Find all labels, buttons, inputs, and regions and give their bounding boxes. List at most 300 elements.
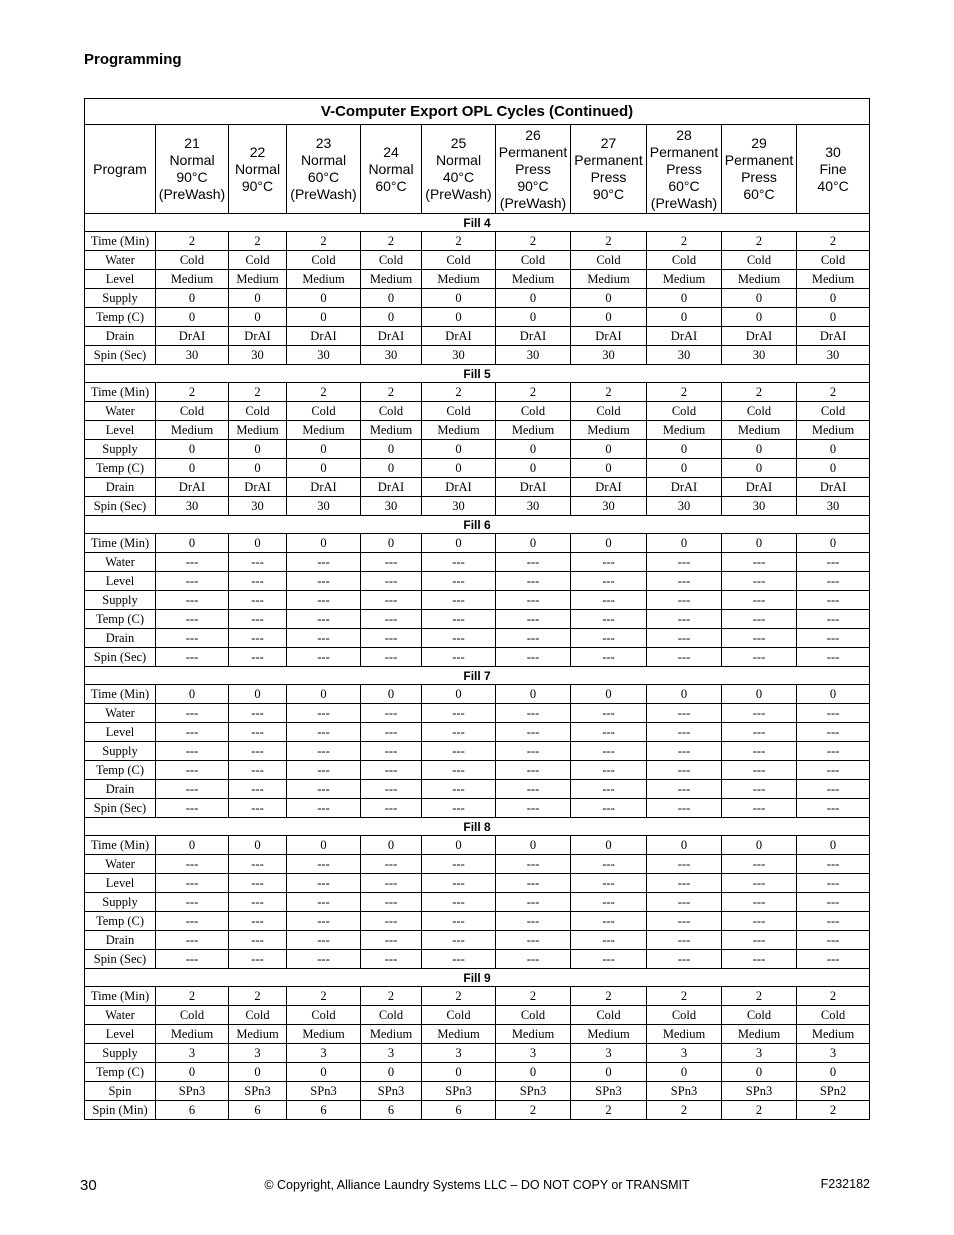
table-cell: ---: [722, 704, 797, 723]
table-cell: ---: [287, 931, 361, 950]
table-cell: 0: [647, 459, 722, 478]
table-cell: Cold: [496, 1006, 571, 1025]
table-cell: 2: [797, 383, 870, 402]
program-header-line: 26: [525, 126, 541, 143]
table-cell: ---: [156, 723, 229, 742]
table-cell: ---: [647, 874, 722, 893]
table-cell: 0: [647, 289, 722, 308]
table-cell: ---: [571, 799, 647, 818]
row-label: Level: [85, 723, 156, 742]
table-cell: 2: [496, 987, 571, 1006]
row-label: Spin (Sec): [85, 950, 156, 969]
page-number: 30: [80, 1177, 97, 1194]
fill-group-row: [85, 214, 870, 232]
table-cell: ---: [571, 704, 647, 723]
program-header-line: Normal: [169, 152, 215, 168]
table-cell: ---: [496, 780, 571, 799]
table-cell: DrAI: [797, 478, 870, 497]
table-cell: DrAI: [422, 478, 496, 497]
table-cell: ---: [722, 648, 797, 667]
table-cell: Medium: [797, 421, 870, 440]
row-label: Temp (C): [85, 610, 156, 629]
table-cell: ---: [229, 704, 287, 723]
table-cell: ---: [496, 950, 571, 969]
table-cell: 2: [422, 232, 496, 251]
fill-group-row: [85, 818, 870, 836]
program-header-line: (PreWash): [158, 186, 226, 202]
table-cell: ---: [229, 893, 287, 912]
table-cell: ---: [361, 893, 422, 912]
table-cell: ---: [797, 610, 870, 629]
fill-group-label: Fill 4: [85, 214, 870, 232]
table-row: [85, 629, 870, 648]
table-cell: 3: [571, 1044, 647, 1063]
table-cell: ---: [229, 742, 287, 761]
fill-group-label: Fill 8: [85, 818, 870, 836]
table-cell: ---: [496, 648, 571, 667]
fill-group-label: Fill 5: [85, 365, 870, 383]
table-cell: ---: [797, 761, 870, 780]
table-cell: 6: [229, 1101, 287, 1120]
table-cell: ---: [722, 572, 797, 591]
table-cell: Medium: [287, 1025, 361, 1044]
table-cell: DrAI: [422, 327, 496, 346]
table-cell: 0: [647, 836, 722, 855]
table-cell: ---: [229, 950, 287, 969]
table-cell: ---: [571, 610, 647, 629]
table-row: [85, 1063, 870, 1082]
table-cell: 30: [422, 346, 496, 365]
table-cell: 2: [797, 232, 870, 251]
table-cell: 0: [496, 1063, 571, 1082]
table-row: [85, 1006, 870, 1025]
program-column-header: [496, 125, 571, 214]
table-cell: ---: [722, 723, 797, 742]
table-cell: 0: [797, 440, 870, 459]
table-cell: 30: [797, 497, 870, 516]
table-row: [85, 799, 870, 818]
table-cell: 0: [722, 308, 797, 327]
opl-cycles-table: [84, 98, 870, 1120]
table-cell: ---: [496, 799, 571, 818]
table-cell: ---: [496, 553, 571, 572]
table-row: [85, 497, 870, 516]
table-cell: 2: [496, 1101, 571, 1120]
table-cell: 0: [722, 534, 797, 553]
table-cell: 0: [156, 836, 229, 855]
table-cell: SPn3: [229, 1082, 287, 1101]
table-cell: 3: [156, 1044, 229, 1063]
table-cell: ---: [287, 629, 361, 648]
table-cell: DrAI: [287, 327, 361, 346]
table-cell: Medium: [571, 270, 647, 289]
table-cell: ---: [287, 648, 361, 667]
table-cell: ---: [156, 761, 229, 780]
table-cell: DrAI: [361, 478, 422, 497]
table-cell: SPn3: [496, 1082, 571, 1101]
fill-group-row: [85, 667, 870, 685]
table-cell: 2: [722, 383, 797, 402]
table-cell: 0: [156, 459, 229, 478]
table-cell: 2: [647, 987, 722, 1006]
table-row: [85, 270, 870, 289]
table-cell: 2: [571, 383, 647, 402]
table-cell: Medium: [571, 421, 647, 440]
table-cell: Cold: [422, 1006, 496, 1025]
table-cell: DrAI: [722, 327, 797, 346]
table-cell: DrAI: [647, 327, 722, 346]
table-cell: ---: [496, 874, 571, 893]
table-cell: Medium: [722, 421, 797, 440]
program-header-line: 90°C: [517, 177, 549, 194]
table-cell: ---: [361, 610, 422, 629]
table-cell: Medium: [361, 1025, 422, 1044]
program-header-line: Permanent: [724, 152, 794, 168]
program-column-header: [229, 125, 287, 214]
row-label: Spin (Sec): [85, 799, 156, 818]
row-label: Spin: [85, 1082, 156, 1101]
table-cell: ---: [229, 629, 287, 648]
table-cell: 2: [229, 383, 287, 402]
table-cell: ---: [361, 742, 422, 761]
table-cell: ---: [229, 610, 287, 629]
table-cell: ---: [797, 874, 870, 893]
table-cell: SPn3: [361, 1082, 422, 1101]
table-cell: 2: [571, 1101, 647, 1120]
table-cell: 30: [156, 346, 229, 365]
table-row: [85, 836, 870, 855]
table-row: [85, 648, 870, 667]
table-cell: 6: [287, 1101, 361, 1120]
table-cell: 0: [571, 308, 647, 327]
table-row: [85, 704, 870, 723]
table-cell: ---: [287, 723, 361, 742]
table-cell: 2: [361, 232, 422, 251]
program-header-line: 60°C: [743, 186, 775, 202]
row-label: Drain: [85, 478, 156, 497]
table-cell: 0: [361, 459, 422, 478]
table-cell: ---: [571, 912, 647, 931]
program-header-line: Normal: [368, 160, 414, 177]
table-row: [85, 1101, 870, 1120]
table-cell: 0: [287, 459, 361, 478]
table-cell: ---: [229, 931, 287, 950]
table-cell: DrAI: [156, 327, 229, 346]
table-cell: 3: [722, 1044, 797, 1063]
table-cell: 0: [156, 685, 229, 704]
program-column-header: [722, 125, 797, 214]
table-cell: ---: [647, 780, 722, 799]
table-cell: 0: [647, 1063, 722, 1082]
table-cell: ---: [797, 648, 870, 667]
table-cell: ---: [647, 761, 722, 780]
table-cell: SPn3: [156, 1082, 229, 1101]
table-cell: ---: [722, 591, 797, 610]
table-row: [85, 232, 870, 251]
table-title: V-Computer Export OPL Cycles (Continued): [85, 99, 870, 125]
table-cell: 0: [496, 685, 571, 704]
table-row: [85, 308, 870, 327]
table-cell: 2: [647, 232, 722, 251]
table-cell: ---: [647, 704, 722, 723]
table-cell: 0: [422, 836, 496, 855]
table-cell: 0: [229, 289, 287, 308]
table-cell: DrAI: [571, 327, 647, 346]
program-header-line: Permanent: [574, 152, 643, 168]
table-cell: 30: [361, 497, 422, 516]
table-row: [85, 1082, 870, 1101]
row-label: Drain: [85, 780, 156, 799]
table-cell: ---: [571, 648, 647, 667]
table-cell: ---: [797, 704, 870, 723]
table-cell: ---: [361, 723, 422, 742]
table-cell: Medium: [287, 421, 361, 440]
table-cell: 0: [797, 459, 870, 478]
table-cell: 0: [722, 685, 797, 704]
table-cell: ---: [647, 629, 722, 648]
table-cell: ---: [647, 723, 722, 742]
program-header-line: Press: [590, 169, 627, 185]
program-header-line: 90°C: [592, 186, 625, 202]
table-cell: ---: [571, 553, 647, 572]
table-cell: 30: [571, 497, 647, 516]
table-cell: 2: [422, 383, 496, 402]
table-cell: Medium: [722, 1025, 797, 1044]
table-cell: ---: [571, 761, 647, 780]
table-cell: ---: [287, 704, 361, 723]
table-cell: ---: [797, 553, 870, 572]
table-cell: Medium: [647, 270, 722, 289]
table-cell: ---: [647, 591, 722, 610]
row-label: Supply: [85, 742, 156, 761]
row-label: Water: [85, 553, 156, 572]
table-cell: ---: [361, 855, 422, 874]
table-cell: 2: [722, 987, 797, 1006]
table-cell: 0: [422, 534, 496, 553]
table-cell: ---: [156, 780, 229, 799]
table-cell: ---: [229, 761, 287, 780]
row-label: Spin (Min): [85, 1101, 156, 1120]
table-row: [85, 478, 870, 497]
row-label: Drain: [85, 931, 156, 950]
row-label: Time (Min): [85, 232, 156, 251]
table-cell: ---: [361, 761, 422, 780]
table-cell: Medium: [422, 1025, 496, 1044]
table-cell: ---: [361, 950, 422, 969]
table-cell: SPn3: [571, 1082, 647, 1101]
table-cell: ---: [722, 912, 797, 931]
table-cell: 2: [229, 987, 287, 1006]
table-cell: 0: [156, 289, 229, 308]
table-cell: ---: [229, 874, 287, 893]
program-header-line: 60°C: [668, 177, 700, 194]
program-header-line: (PreWash): [425, 186, 492, 202]
row-label: Level: [85, 572, 156, 591]
table-cell: Medium: [422, 421, 496, 440]
table-cell: 0: [571, 836, 647, 855]
table-cell: 0: [496, 534, 571, 553]
table-cell: ---: [229, 553, 287, 572]
table-cell: SPn3: [287, 1082, 361, 1101]
table-cell: ---: [496, 931, 571, 950]
table-cell: 3: [229, 1044, 287, 1063]
fill-group-label: Fill 6: [85, 516, 870, 534]
table-cell: ---: [287, 855, 361, 874]
table-cell: ---: [287, 742, 361, 761]
table-cell: ---: [422, 648, 496, 667]
table-cell: ---: [722, 610, 797, 629]
table-cell: ---: [797, 931, 870, 950]
table-cell: 30: [571, 346, 647, 365]
table-cell: Cold: [287, 251, 361, 270]
table-cell: 0: [229, 1063, 287, 1082]
table-cell: ---: [797, 742, 870, 761]
table-cell: 0: [287, 534, 361, 553]
table-cell: ---: [156, 912, 229, 931]
table-cell: 2: [156, 383, 229, 402]
program-header-line: 28: [676, 126, 692, 143]
table-cell: ---: [722, 855, 797, 874]
table-row: [85, 685, 870, 704]
program-header-line: 60°C: [307, 169, 340, 185]
row-label: Temp (C): [85, 1063, 156, 1082]
table-cell: 30: [156, 497, 229, 516]
row-label: Water: [85, 402, 156, 421]
table-cell: Cold: [647, 251, 722, 270]
program-column-header: [797, 125, 870, 214]
program-column-header: [422, 125, 496, 214]
table-cell: ---: [287, 591, 361, 610]
table-cell: Cold: [361, 402, 422, 421]
table-cell: ---: [156, 742, 229, 761]
program-header-line: Normal: [435, 152, 482, 168]
table-cell: 0: [722, 289, 797, 308]
table-cell: 0: [722, 440, 797, 459]
program-header-line: Press: [515, 160, 551, 177]
table-cell: 2: [797, 1101, 870, 1120]
row-label: Spin (Sec): [85, 497, 156, 516]
table-cell: SPn3: [722, 1082, 797, 1101]
table-cell: ---: [422, 780, 496, 799]
row-label: Supply: [85, 1044, 156, 1063]
table-cell: ---: [797, 912, 870, 931]
table-cell: 0: [422, 459, 496, 478]
table-cell: ---: [156, 874, 229, 893]
table-row: [85, 742, 870, 761]
table-cell: 30: [722, 346, 797, 365]
table-cell: ---: [287, 780, 361, 799]
table-cell: ---: [287, 799, 361, 818]
table-cell: 30: [287, 346, 361, 365]
table-cell: ---: [647, 610, 722, 629]
table-cell: ---: [361, 780, 422, 799]
document-code: F232182: [820, 1177, 870, 1191]
program-header-line: Press: [741, 169, 777, 185]
table-cell: Medium: [361, 270, 422, 289]
table-cell: 2: [361, 383, 422, 402]
table-row: [85, 912, 870, 931]
table-row: [85, 572, 870, 591]
table-cell: 2: [287, 383, 361, 402]
table-cell: ---: [797, 893, 870, 912]
table-cell: ---: [496, 610, 571, 629]
table-cell: Cold: [229, 251, 287, 270]
table-cell: 0: [361, 685, 422, 704]
table-cell: 0: [647, 308, 722, 327]
table-cell: ---: [156, 950, 229, 969]
table-cell: ---: [361, 572, 422, 591]
table-row: [85, 610, 870, 629]
table-cell: ---: [156, 931, 229, 950]
table-cell: ---: [422, 761, 496, 780]
table-cell: 0: [496, 308, 571, 327]
row-label: Water: [85, 1006, 156, 1025]
table-cell: Medium: [797, 1025, 870, 1044]
table-cell: 0: [229, 308, 287, 327]
table-cell: ---: [571, 874, 647, 893]
program-header-line: (PreWash): [499, 194, 567, 211]
program-header-line: 40°C: [817, 177, 849, 194]
table-cell: SPn2: [797, 1082, 870, 1101]
table-cell: SPn3: [422, 1082, 496, 1101]
table-cell: ---: [422, 723, 496, 742]
row-label: Spin (Sec): [85, 648, 156, 667]
table-cell: ---: [287, 874, 361, 893]
table-cell: ---: [571, 931, 647, 950]
table-cell: DrAI: [229, 478, 287, 497]
table-row: [85, 459, 870, 478]
program-header-line: 90°C: [241, 177, 274, 194]
table-cell: 0: [797, 534, 870, 553]
program-header-line: Normal: [300, 152, 347, 168]
table-cell: Cold: [361, 251, 422, 270]
table-cell: ---: [422, 629, 496, 648]
table-cell: 0: [722, 459, 797, 478]
table-cell: ---: [361, 629, 422, 648]
table-cell: ---: [722, 799, 797, 818]
table-cell: 0: [361, 440, 422, 459]
table-cell: ---: [229, 648, 287, 667]
row-label: Supply: [85, 893, 156, 912]
table-cell: ---: [229, 780, 287, 799]
table-row: [85, 1025, 870, 1044]
table-cell: ---: [722, 742, 797, 761]
table-cell: 0: [571, 685, 647, 704]
table-row: [85, 289, 870, 308]
table-row: [85, 1044, 870, 1063]
table-cell: Medium: [156, 270, 229, 289]
table-cell: 0: [571, 440, 647, 459]
table-cell: 2: [722, 232, 797, 251]
table-cell: DrAI: [156, 478, 229, 497]
table-cell: Cold: [422, 251, 496, 270]
row-label: Drain: [85, 327, 156, 346]
row-label: Level: [85, 1025, 156, 1044]
table-cell: ---: [797, 591, 870, 610]
table-cell: ---: [287, 553, 361, 572]
table-cell: 30: [722, 497, 797, 516]
table-cell: ---: [156, 610, 229, 629]
program-column-header: [361, 125, 422, 214]
table-cell: 2: [361, 987, 422, 1006]
row-label: Time (Min): [85, 836, 156, 855]
table-cell: ---: [496, 629, 571, 648]
table-cell: DrAI: [647, 478, 722, 497]
table-cell: ---: [361, 704, 422, 723]
table-cell: ---: [647, 855, 722, 874]
table-cell: ---: [361, 591, 422, 610]
table-cell: 0: [361, 534, 422, 553]
